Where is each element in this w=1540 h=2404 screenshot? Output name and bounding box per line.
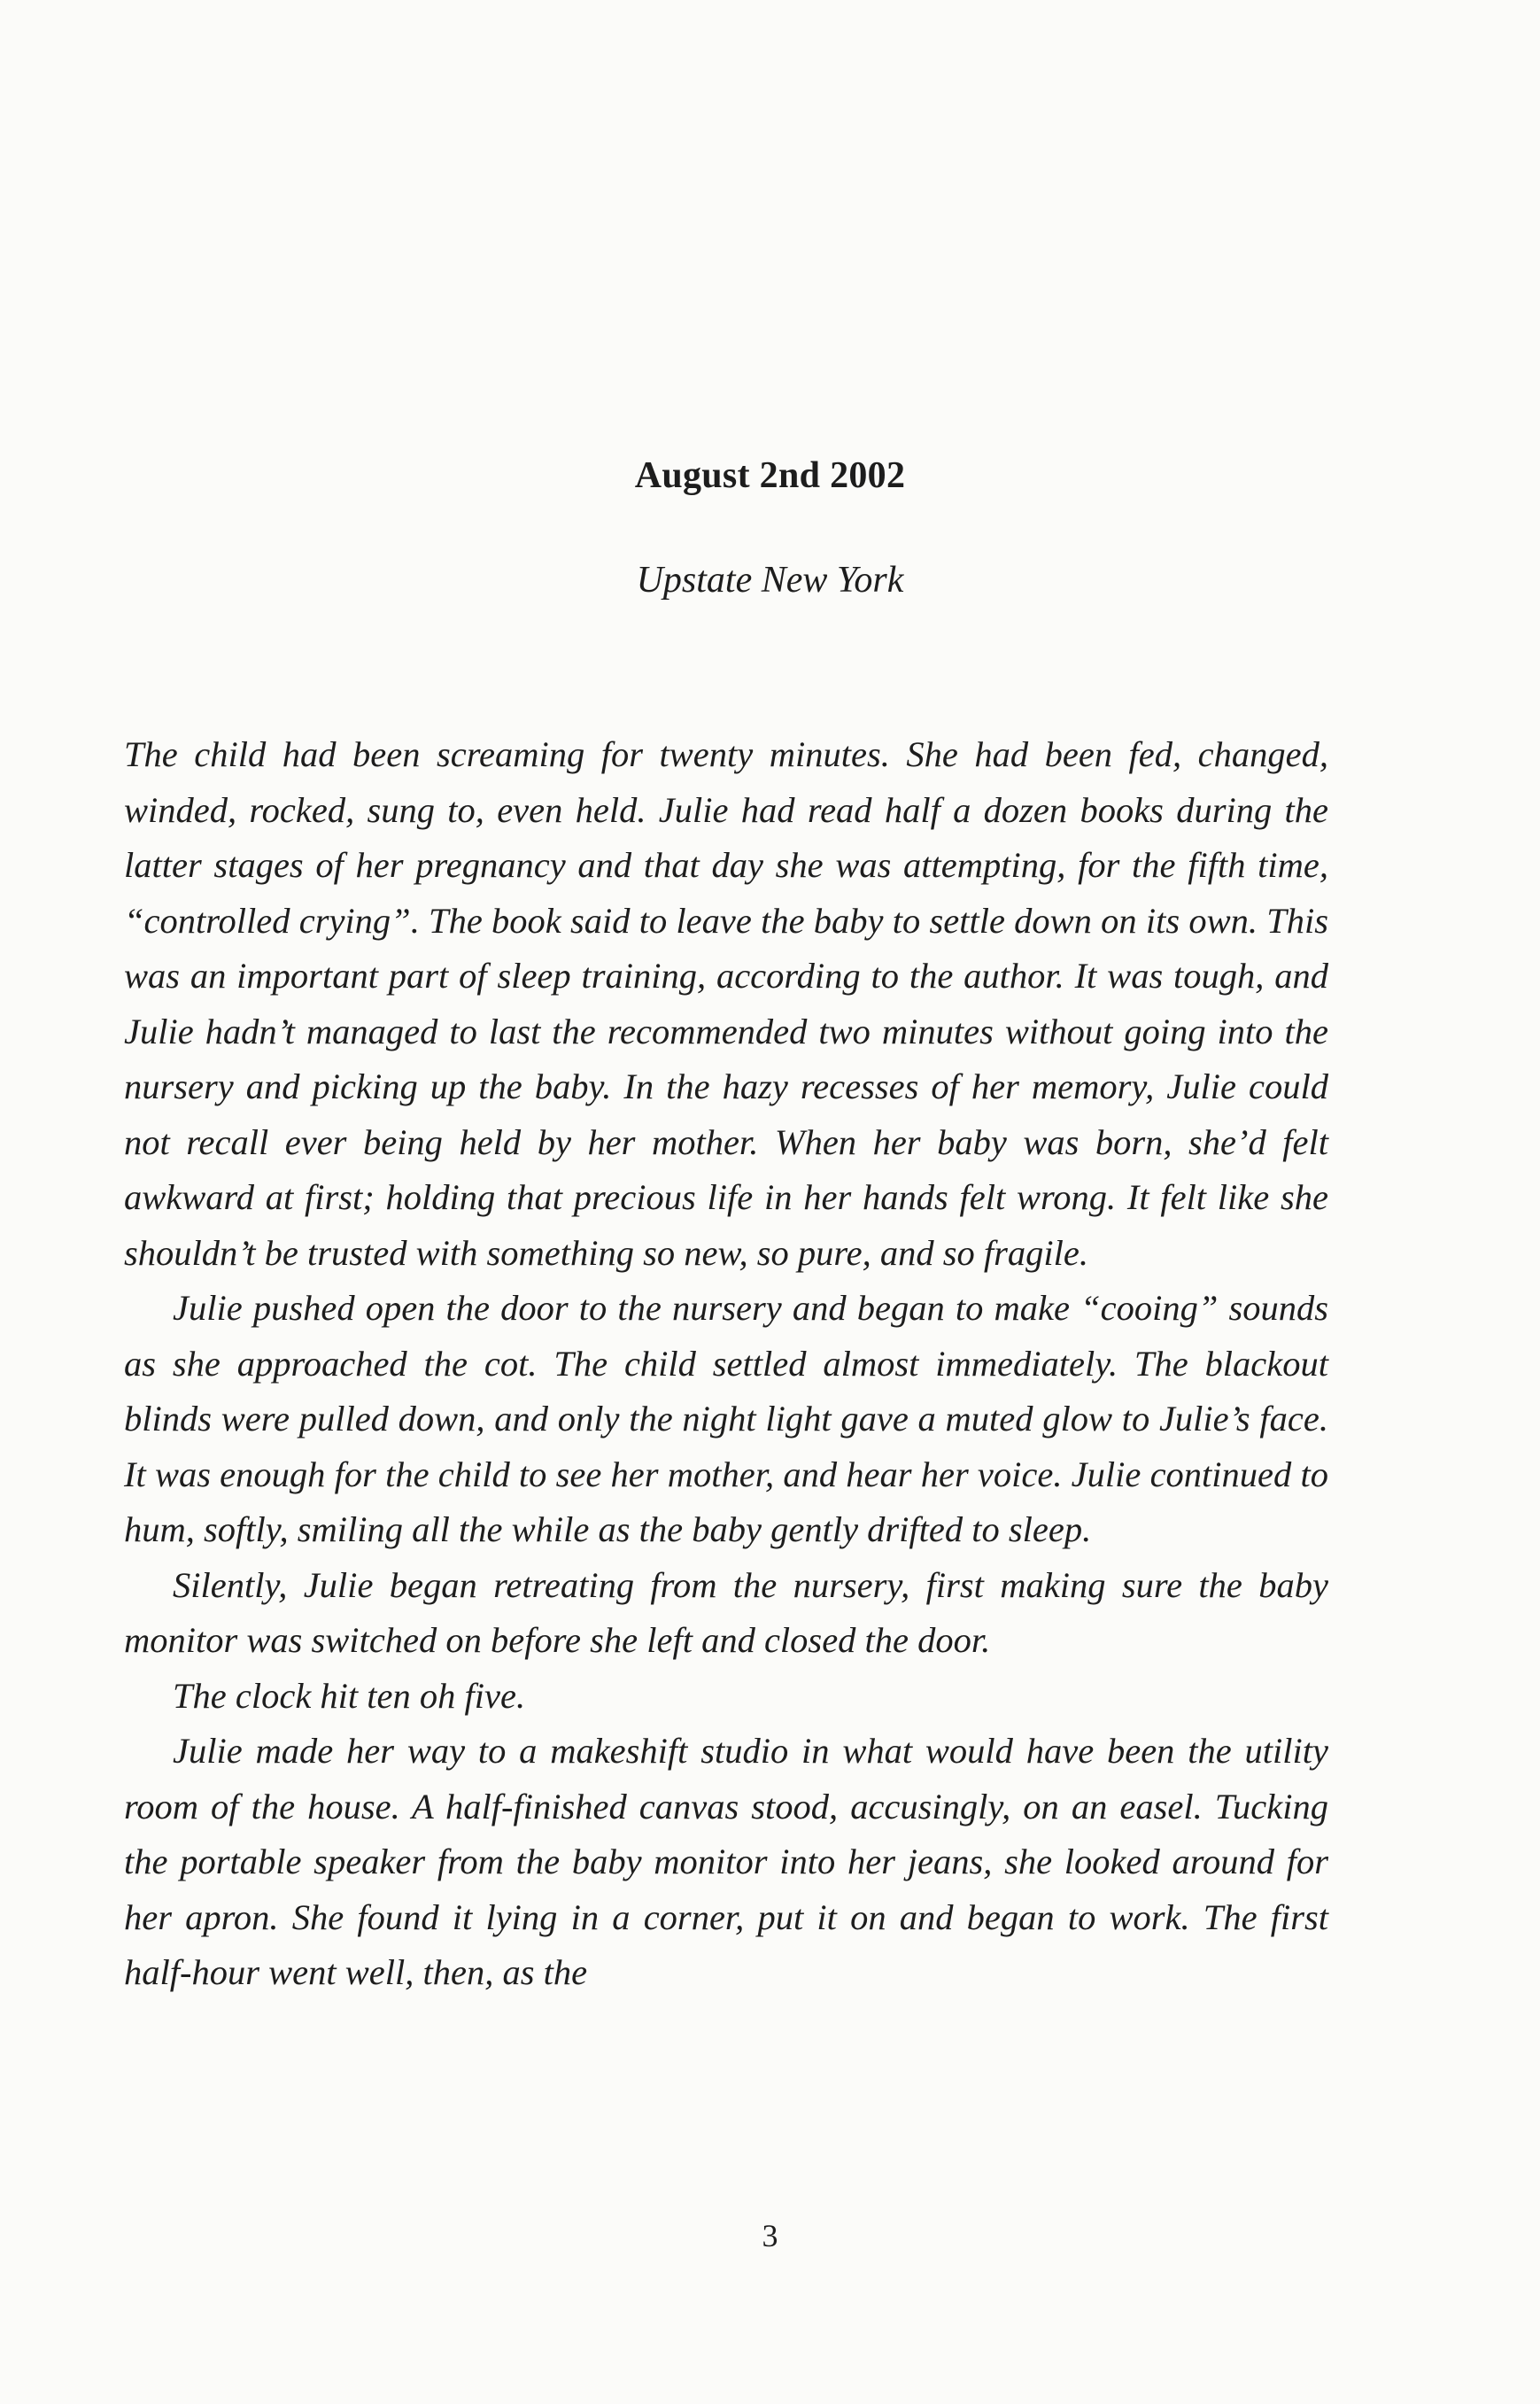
paragraph: The child had been screaming for twenty minutes. She had been fed, changed, winded, rocked, sung to, even held. Julie had read half a dozen books during the latter stages of her pregnancy and that day she was attempting, for the fifth time, “controlled crying”. The book said to leave the baby to settle down on its own. This was an important part of sleep training, according to the author. It was tough, and Julie hadn’t managed to last the recommended two minutes without going into the nursery and picking up the baby. In the hazy recesses of her memory, Julie could not recall ever being held by her mother. When her baby was born, she’d felt awkward at first; holding that precious life in her hands felt wrong. It felt like she shouldn’t be trusted with something so new, so pure, and so fragile. bbox=[124, 734, 1328, 1273]
page-number: 3 bbox=[762, 2218, 778, 2253]
chapter-location-subheading: Upstate New York bbox=[636, 560, 904, 601]
paragraph: Julie pushed open the door to the nursery and began to make “cooing” sounds as she approached the cot. The child settled almost immediately. The blackout blinds were pulled down, and only the night light gave a muted glow to Julie’s face. It was enough for the child to see her mother, and hear her voice. Julie continued to hum, softly, smiling all the while as the baby gently drifted to sleep. bbox=[124, 1288, 1328, 1549]
chapter-body-text bbox=[124, 727, 1328, 2001]
paragraph: Silently, Julie began retreating from the nursery, first making sure the baby monitor was switched on before she left and closed the door. bbox=[124, 1564, 1328, 1660]
paragraph: The clock hit ten oh five. bbox=[173, 1675, 526, 1716]
chapter-date-heading: August 2nd 2002 bbox=[634, 455, 906, 496]
paragraph: Julie made her way to a makeshift studio in what would have been the utility room of the house. A half-finished canvas stood, accusingly, on an easel. Tucking the portable speaker from the baby monitor into her jeans, she looked around for her apron. She found it lying in a corner, put it on and began to work. The first half-hour went well, then, as the bbox=[124, 1731, 1328, 1992]
